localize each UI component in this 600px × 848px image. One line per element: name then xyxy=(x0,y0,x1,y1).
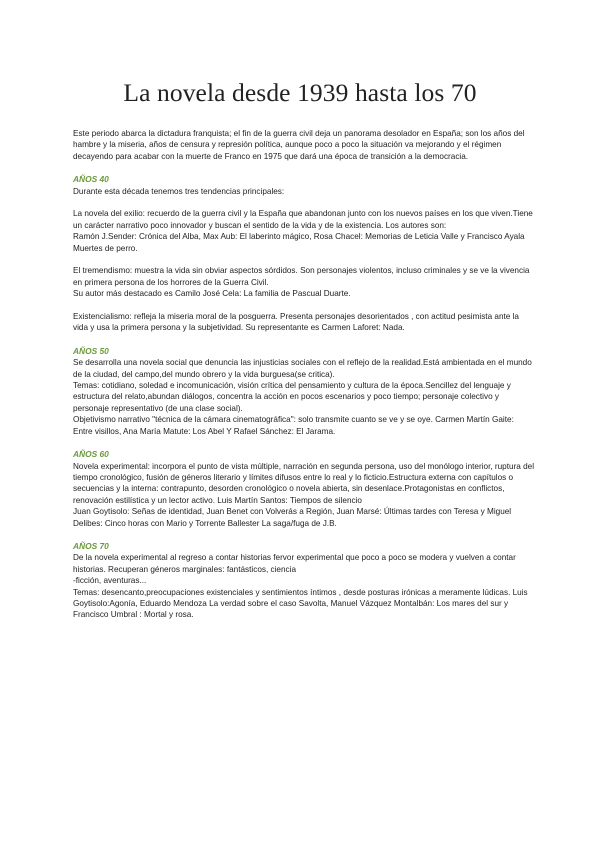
document-title: La novela desde 1939 hasta los 70 xyxy=(123,78,477,107)
paragraph: El tremendismo: muestra la vida sin obviar aspectos sórdidos. Son personajes violentos, incluso criminales y se ve la vivencia en primera persona de los horrores de la Guerra Civil. xyxy=(73,266,530,287)
paragraph: De la novela experimental al regreso a contar historias fervor experimental que poco a poco se modera y vuelven a contar historias. Recuperan géneros marginales: fantásticos, ciencia xyxy=(73,553,516,574)
document-body xyxy=(73,128,535,621)
paragraph: Temas: cotidiano, soledad e incomunicación, visión crítica del pensamiento y cultura de la época.Sencillez del lenguaje y estructura del relato,abundan diálogos, concentra la acción en pocos escenarios y poco tiempo; personaje colectivo y personaje representativo (de una clase social). xyxy=(73,381,511,413)
paragraph: Objetivismo narrativo "técnica de la cámara cinematográfica": solo transmite cuanto se ve y se oye. Carmen Martín Gaite: Entre visillos, Ana María Matute: Los Abel Y Rafael Sánchez: El Jarama. xyxy=(73,415,514,436)
paragraph: Novela experimental: incorpora el punto de vista múltiple, narración en segunda persona, uso del monólogo interior, ruptura del tiempo cronológico, fusión de géneros literario y límites difusos entre lo real y lo ficticio.Estructura externa con capítulos o secuencias y la interna: contrapunto, desorden cronológico o novela abierta, sin desenlace.Protagonistas en conflictos, renovación estilística y un lector activo. Luis Martín Santos: Tiempos de silencio xyxy=(73,461,535,505)
paragraph: Existencialismo: refleja la miseria moral de la posguerra. Presenta personajes desorientados , con actitud pesimista ante la vida y usa la primera persona y la subjetividad. Su representante es Carmen Laforet: Nada. xyxy=(73,312,519,333)
intro-paragraph: Este periodo abarca la dictadura franquista; el fin de la guerra civil deja un panorama desolador en España; son los años del hambre y la miseria, años de censura y represión política, aunque poco a poco la situación va mejorando y el régimen decayendo para acabar con la muerte de Franco en 1975 que dará una época de transición a la democracia. xyxy=(73,129,525,161)
paragraph: Temas: desencanto,preocupaciones existenciales y sentimientos íntimos , desde posturas irónicas a meramente lúdicas. Luis Goytisolo:Agonía, Eduardo Mendoza La verdad sobre el caso Savolta, Manuel Vázquez Montalbán: Los mares del sur y Francisco Umbral : Mortal y rosa. xyxy=(73,587,528,620)
paragraph: La novela del exilio: recuerdo de la guerra civil y la España que abandonan junto con los nuevos países en los que viven.Tiene un carácter narrativo poco innovador y buscan el sentido de la vida y de la existencia. Los autores son: xyxy=(73,209,533,230)
paragraph: Se desarrolla una novela social que denuncia las injusticias sociales con el reflejo de la realidad.Está ambientada en el mundo de la ciudad, del campo,del mundo obrero y la vida burguesa(se critica). xyxy=(73,358,532,379)
section-heading-50: AÑOS 50 xyxy=(73,345,109,356)
paragraph: -ficción, aventuras... xyxy=(73,576,147,586)
paragraph: Juan Goytisolo: Señas de identidad, Juan Benet con Volverás a Región, Juan Marsé: Últimas tardes con Teresa y Miguel Delibes: Cinco horas con Mario y Torrente Ballester La saga/fuga de J.B. xyxy=(73,507,512,528)
paragraph: Su autor más destacado es Camilo José Cela: La familia de Pascual Duarte. xyxy=(73,289,351,299)
paragraph: Ramón J.Sender: Crónica del Alba, Max Aub: El laberinto mágico, Rosa Chacel: Memorias de Leticia Valle y Francisco Ayala Muertes de perro. xyxy=(73,232,525,253)
section-heading-60: AÑOS 60 xyxy=(73,449,109,460)
section-heading-40: AÑOS 40 xyxy=(73,174,109,185)
paragraph: Durante esta década tenemos tres tendencias principales: xyxy=(73,186,285,196)
section-heading-70: AÑOS 70 xyxy=(73,540,109,551)
